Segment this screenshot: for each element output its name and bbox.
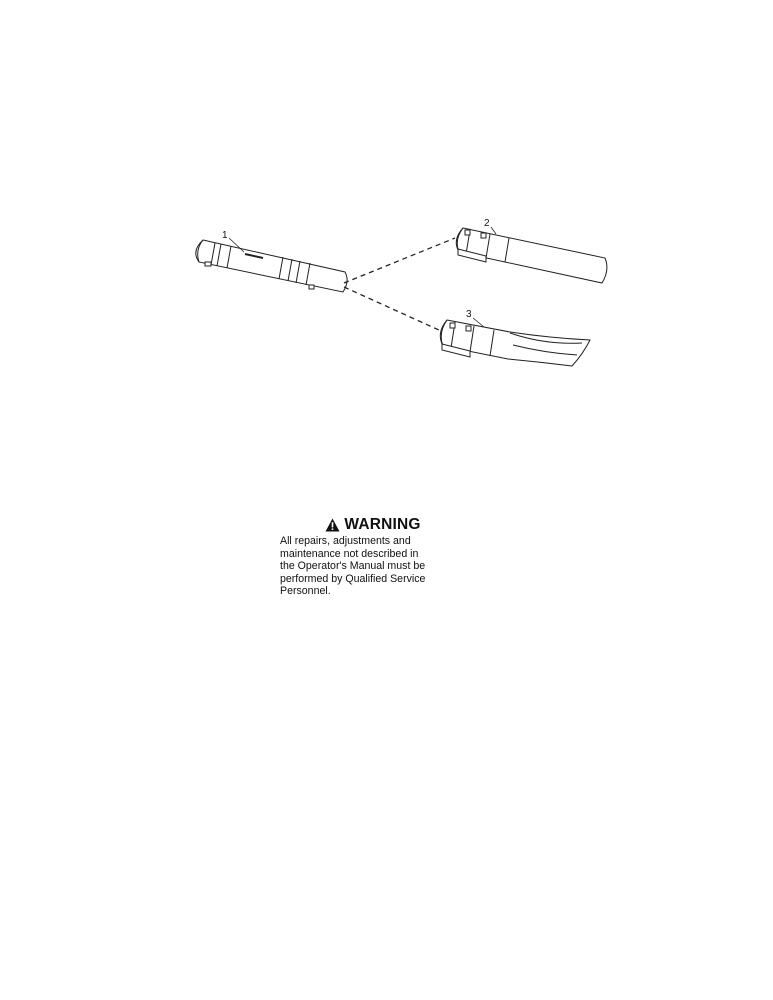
warning-box [280, 516, 450, 598]
warning-triangle-icon [325, 518, 340, 532]
leader-line-2 [491, 227, 496, 234]
callout-1: 1 [222, 230, 228, 241]
callout-3: 3 [466, 309, 472, 320]
blower-tube [196, 240, 347, 292]
warning-text: All repairs, adjustments and maintenance not described in the Operator's Manual must be performed by Qualified Service Personnel. [280, 535, 426, 598]
callout-2: 2 [484, 218, 490, 229]
curved-flat-nozzle [440, 320, 590, 366]
round-nozzle [456, 228, 607, 283]
assembly-line-2 [344, 238, 455, 283]
assembly-line-3 [344, 287, 441, 331]
warning-title: WARNING [344, 516, 421, 533]
warning-heading [280, 516, 450, 534]
